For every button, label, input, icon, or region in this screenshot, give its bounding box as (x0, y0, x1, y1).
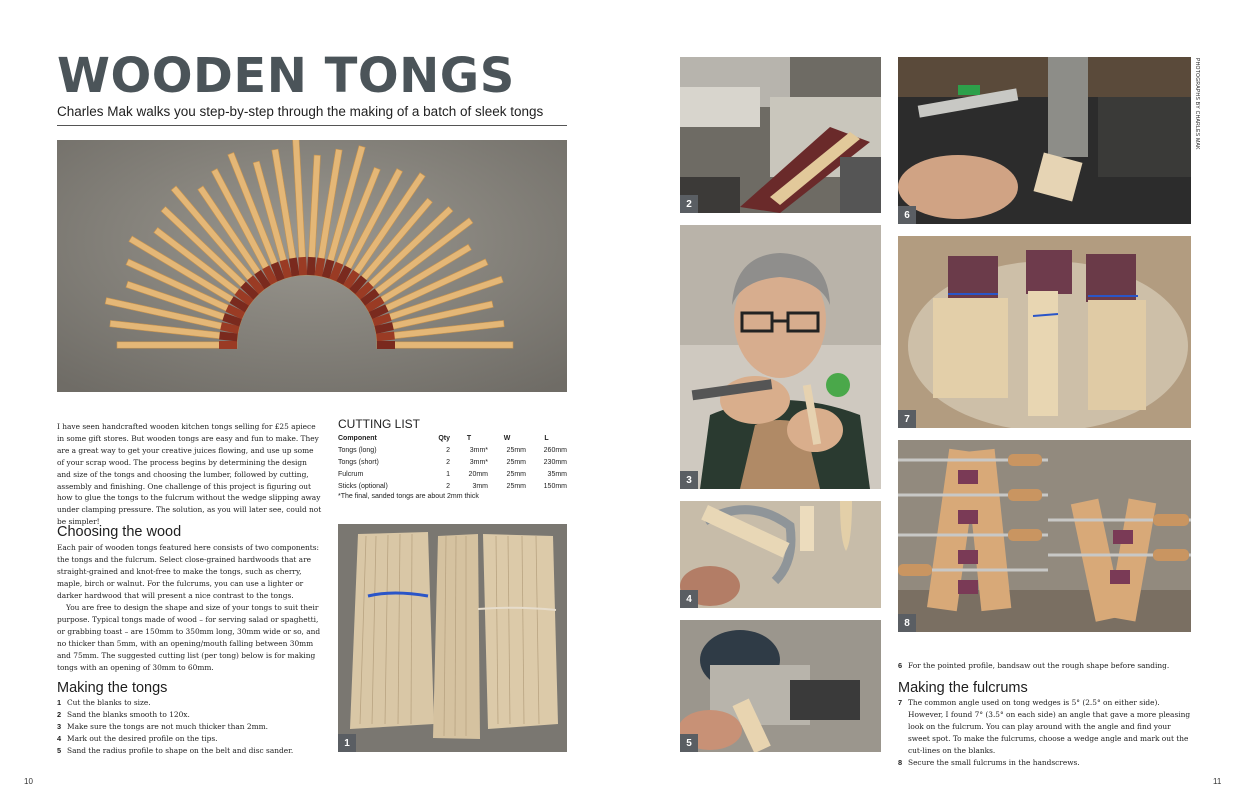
photo-number-badge: 8 (898, 614, 916, 632)
disc-sander-illustration (680, 620, 881, 752)
marking-profile-illustration (680, 501, 881, 608)
photo-number-badge: 6 (898, 206, 916, 224)
table-row: Sticks (optional) 2 3mm 25mm 150mm (338, 482, 567, 490)
step-6 (898, 660, 1191, 672)
craftsman-illustration (680, 225, 881, 489)
photo-8-handscrew-clamps (898, 440, 1191, 632)
photo-number-badge: 4 (680, 590, 698, 608)
cutting-list-footnote: *The final, sanded tongs are about 2mm thick (338, 493, 479, 500)
tong-stick (117, 341, 237, 349)
bandsaw-illustration (898, 57, 1191, 224)
photo-7-bundled-tongs (898, 236, 1191, 428)
hero-photo-tongs-fan (57, 140, 567, 392)
belt-sander-illustration (680, 57, 881, 213)
cutting-list-title: CUTTING LIST (338, 417, 421, 431)
tongs-fan-illustration (57, 140, 567, 392)
making-tongs-heading: Making the tongs (57, 680, 168, 696)
photo-6-bandsaw (898, 57, 1191, 224)
photo-number-badge: 1 (338, 734, 356, 752)
making-fulcrums-steps (898, 697, 1191, 768)
table-header-row: Component Qty T W L (338, 435, 549, 443)
choosing-wood-paragraph-1: Each pair of wooden tongs featured here consists of two components: the tongs and the fulcrum. Select close-grained hardwoods that are straight-grained and knot-free to make the tongs, such as cherry, maple, birch or walnut. For the fulcrums, you can use a lighter or darker hardwood that will present a nice contrast to the tongs. (57, 543, 320, 600)
photo-number-badge: 3 (680, 471, 698, 489)
list-item: 8 Secure the small fulcrums in the handscrews. (898, 757, 1080, 767)
photo-5-disc-sander (680, 620, 881, 752)
article-subtitle: Charles Mak walks you step-by-step through the making of a batch of sleek tongs (57, 104, 544, 119)
bundled-tongs-illustration (898, 236, 1191, 428)
photo-credit: PHOTOGRAPHS BY CHARLES MAK (1194, 58, 1200, 150)
intro-paragraph: I have seen handcrafted wooden kitchen tongs selling for £25 apiece in some gift stores. But wooden tongs are easy and fun to make. They are a great way to get your creative juices flowing, and use up some of your scrap wood. The process begins by determining the design and size of the tongs and choosing the lumber, followed by cutting, assembly and finishing. One challenge of this project is figuring out how to glue the tongs to the fulcrum without the wedge slipping away under clamping pressure. The solution, as you will later see, could not be simpler! (57, 422, 322, 527)
page-number-right: 11 (1213, 777, 1222, 786)
table-row: Tongs (short) 2 3mm* 25mm 230mm (338, 458, 567, 466)
list-item: 4 Mark out the desired profile on the tips. (57, 733, 218, 743)
list-item: 2 Sand the blanks smooth to 120x. (57, 709, 190, 719)
photo-2-belt-sander (680, 57, 881, 213)
photo-number-badge: 2 (680, 195, 698, 213)
photo-number-badge: 7 (898, 410, 916, 428)
choosing-wood-paragraph-2: You are free to design the shape and size of your tongs to suit their purpose. Typical tongs made of wood – for serving salad or spaghetti, or grabbing toast – are 150mm to 350mm long, 30mm wide or so, and no thicker than 5mm, with an opening/mouth falling between 30mm and 75mm. The suggested cutting list (per tong) below is for making tongs with an opening of 30mm to 60mm. (57, 603, 321, 672)
photo-4-marking-profile (680, 501, 881, 608)
making-tongs-steps (57, 697, 332, 757)
cutting-list-table (338, 433, 567, 492)
page-number-left: 10 (24, 777, 33, 786)
making-fulcrums-heading: Making the fulcrums (898, 680, 1028, 696)
tong-stick (377, 341, 513, 349)
photo-number-badge: 5 (680, 734, 698, 752)
list-item: 7 The common angle used on tong wedges is 5° (2.5° on either side). However, I found 7° (3.5° on each side) an angle that gave a more pleasing look on the fulcrum. You can play around with the angle and find your sweet spot. To make the fulcrums, choose a wedge angle and mark out the cut-lines on the blanks. (898, 698, 1191, 755)
table-row: Fulcrum 1 20mm 25mm 35mm (338, 470, 567, 478)
list-item: 5 Sand the radius profile to shape on the belt and disc sander. (57, 745, 294, 755)
photo-1-stacked-blanks (338, 524, 567, 752)
title-rule (57, 125, 567, 126)
choosing-wood-heading: Choosing the wood (57, 524, 182, 540)
article-title: WOODEN TONGS (57, 48, 515, 104)
photo-3-craftsman-portrait (680, 225, 881, 489)
list-item: 1 Cut the blanks to size. (57, 698, 151, 707)
list-item: 3 Make sure the tongs are not much thicker than 2mm. (57, 721, 268, 731)
clamps-illustration (898, 440, 1191, 632)
stacked-blanks-illustration (338, 524, 567, 752)
list-item: 6 For the pointed profile, bandsaw out the rough shape before sanding. (898, 661, 1170, 670)
table-row: Tongs (long) 2 3mm* 25mm 260mm (338, 447, 567, 455)
